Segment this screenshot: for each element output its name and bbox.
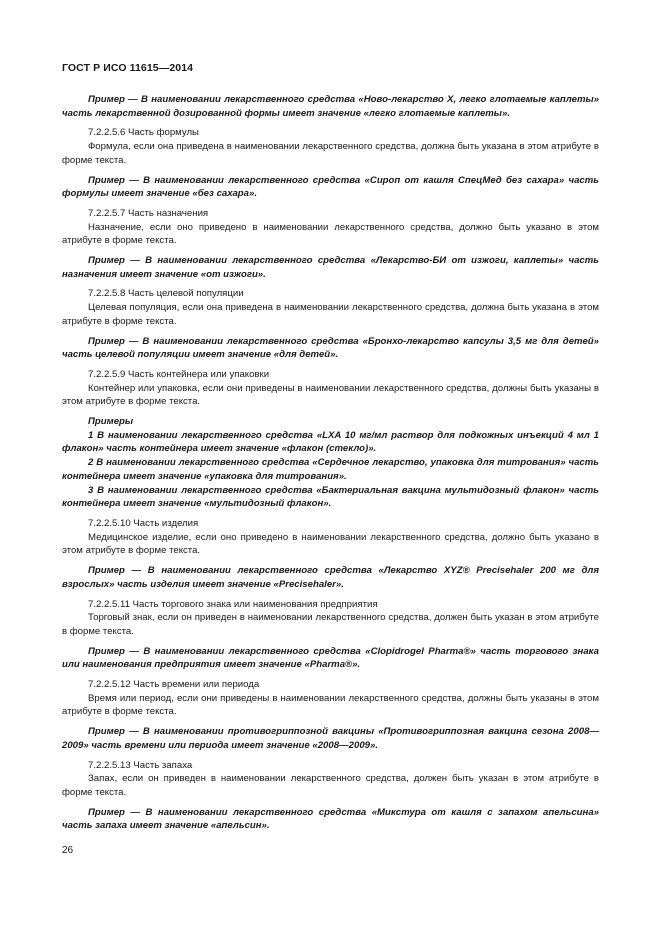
- example-heartburn: Пример — В наименовании лекарственного средства «Лекарство-БИ от изжоги, каплеты» часть назначения имеет значение «от изжоги».: [62, 255, 599, 280]
- section-heading-7-2-2-5-7: 7.2.2.5.7 Часть назначения: [88, 207, 209, 219]
- page-number: 26: [62, 845, 74, 856]
- section-heading-7-2-2-5-11: 7.2.2.5.11 Часть торгового знака или наименования предприятия: [88, 598, 378, 610]
- paragraph-formula: Формула, если она приведена в наименовании лекарственного средства, должна быть указана в этом атрибуте в форме текста.: [62, 141, 599, 166]
- example-precisehaler: Пример — В наименовании лекарственного средства «Лекарство XYZ® Precisehaler 200 мг для взрослых» часть изделия имеет значение «Precisehaler».: [62, 565, 599, 590]
- example-item-3: 3 В наименовании лекарственного средства «Бактериальная вакцина мультидозный флакон» часть контейнера имеет значение «мультидозный флакон».: [62, 484, 599, 510]
- section-heading-7-2-2-5-6: 7.2.2.5.6 Часть формулы: [88, 127, 199, 139]
- document-body: [62, 93, 599, 833]
- example-broncho: Пример — В наименовании лекарственного средства «Бронхо-лекарство капсулы 3,5 мг для детей» часть целевой популяции имеет значение «для детей».: [62, 335, 599, 361]
- paragraph-time-period: Время или период, если они приведены в наименовании лекарственного средства, должны быть указаны в этом атрибуте в форме текста.: [62, 692, 599, 718]
- example-clopidrogel: Пример — В наименовании лекарственного средства «Clopidrogel Pharma®» часть торгового знака или наименования предприятия имеет значение «Pharma®».: [62, 645, 599, 671]
- example-novo: Пример — В наименовании лекарственного средства «Ново-лекарство X, легко глотаемые каплеты» часть лекарственной дозированной формы имеет значение «легко глотаемые каплеты».: [62, 94, 599, 119]
- paragraph-trademark: Торговый знак, если он приведен в наименовании лекарственного средства, должен быть указан в этом атрибуте в форме текста.: [62, 612, 599, 637]
- document-header: ГОСТ Р ИСО 11615—2014: [62, 62, 194, 74]
- section-heading-7-2-2-5-9: 7.2.2.5.9 Часть контейнера или упаковки: [88, 368, 270, 380]
- paragraph-target-population: Целевая популяция, если она приведена в наименовании лекарственного средства, должна быть указана в этом атрибуте в форме текста.: [62, 302, 599, 327]
- section-heading-7-2-2-5-8: 7.2.2.5.8 Часть целевой популяции: [88, 288, 244, 300]
- example-flu-vaccine: Пример — В наименовании противогриппозной вакцины «Противогриппозная вакцина сезона 2008—2009» часть времени или периода имеет значение «2008—2009».: [62, 726, 599, 751]
- example-cough-mixture: Пример — В наименовании лекарственного средства «Микстура от кашля с запахом апельсина» часть запаха имеет значение «апельсин».: [62, 806, 599, 832]
- example-item-1: 1 В наименовании лекарственного средства «LXA 10 мг/мл раствор для подкожных инъекций 4 мл 1 флакон» часть контейнера имеет значение «флакон (стекло)».: [62, 429, 599, 455]
- example-syrup: Пример — В наименовании лекарственного средства «Сироп от кашля СпецМед без сахара» часть формулы имеет значение «без сахара».: [62, 174, 599, 200]
- paragraph-device: Медицинское изделие, если оно приведено в наименовании лекарственного средства, должно быть указано в этом атрибуте в форме текста.: [62, 531, 599, 557]
- section-heading-7-2-2-5-12: 7.2.2.5.12 Часть времени или периода: [88, 679, 260, 691]
- paragraph-purpose: Назначение, если оно приведено в наименовании лекарственного средства, должно быть указано в этом атрибуте в форме текста.: [62, 221, 599, 247]
- section-heading-7-2-2-5-13: 7.2.2.5.13 Часть запаха: [88, 759, 193, 771]
- paragraph-container: Контейнер или упаковка, если они приведены в наименовании лекарственного средства, должны быть указаны в этом атрибуте в форме текста.: [62, 382, 599, 408]
- section-heading-7-2-2-5-10: 7.2.2.5.10 Часть изделия: [88, 517, 199, 529]
- paragraph-flavour: Запах, если он приведен в наименовании лекарственного средства, должен быть указан в этом атрибуте в форме текста.: [62, 773, 599, 798]
- example-item-2: 2 В наименовании лекарственного средства «Сердечное лекарство, упаковка для титрования» часть контейнера имеет значение «упаковка для титрования».: [62, 457, 599, 482]
- examples-title: Примеры: [88, 416, 134, 428]
